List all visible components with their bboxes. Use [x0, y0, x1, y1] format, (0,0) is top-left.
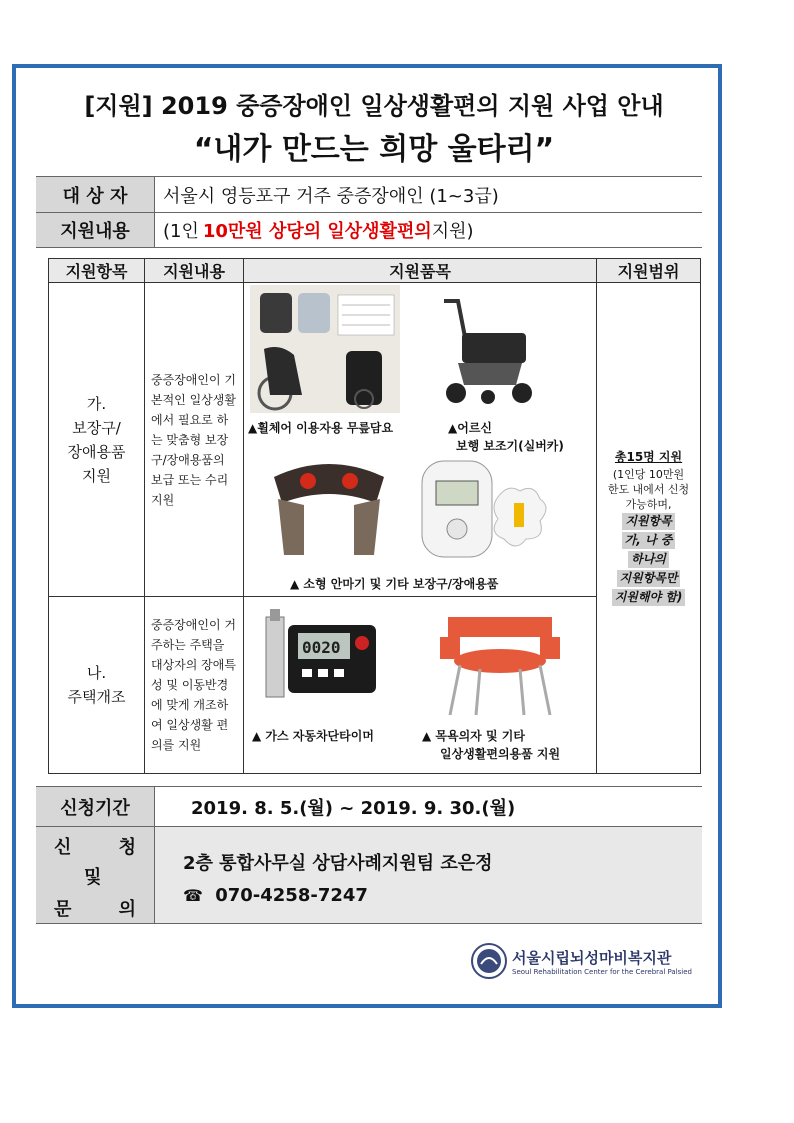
content-label: 지원내용	[36, 213, 155, 247]
content-value	[155, 213, 474, 247]
inquiry-row	[36, 826, 702, 924]
period-value: 2019. 8. 5.(월) ~ 2019. 9. 30.(월)	[191, 797, 516, 819]
header-item: 지원항목	[49, 259, 145, 283]
scope-hl3: 하나의	[628, 551, 669, 568]
caption-blanket: ▲휠체어 이용자용 무릎담요	[248, 421, 394, 435]
organization-logo	[470, 942, 692, 980]
goods-b	[244, 597, 597, 774]
goods-a	[244, 283, 597, 597]
lap-blanket-image	[250, 285, 400, 413]
phone-icon: ☎	[183, 886, 203, 905]
target-label: 대 상 자	[36, 177, 155, 212]
inquiry-phone-line	[183, 885, 702, 906]
desc-a: 중증장애인이 기본적인 일상생활에서 필요로 하는 맞춤형 보장구/장애용품의 보급 또는 수리 지원	[145, 283, 244, 597]
inquiry-phone: 070-4258-7247	[215, 885, 368, 906]
support-scope	[597, 283, 701, 774]
inquiry-label-4: 문	[54, 899, 72, 920]
period-label: 신청기간	[36, 787, 155, 826]
inquiry-line1: 2층 통합사무실 상담사례지원팀 조은정	[183, 853, 493, 874]
scope-hl1: 지원항목	[622, 513, 674, 530]
period-row	[36, 786, 702, 826]
caption-walker-a: ▲어르신	[448, 421, 493, 435]
content-suffix: 지원)	[431, 221, 474, 242]
table-row	[49, 283, 701, 597]
inquiry-label-3: 및	[84, 867, 102, 888]
seal-icon	[470, 942, 508, 980]
caption-massager: ▲ 소형 안마기 및 기타 보장구/장애용품	[290, 577, 499, 591]
caption-walker-b: 보행 보조기(실버카)	[456, 439, 564, 453]
page-title: [지원] 2019 중증장애인 일상생활편의 지원 사업 안내	[84, 92, 664, 120]
desc-b: 중증장애인이 거주하는 주택을 대상자의 장애특성 및 이동반경에 맞게 개조하여 일상생활 편의를 지원	[145, 597, 244, 774]
silver-car-walker-image	[422, 293, 542, 409]
category-b-line1: 나.	[86, 664, 107, 682]
target-value: 서울시 영등포구 거주 중증장애인 (1~3급)	[163, 185, 499, 207]
category-b-line2: 주택개조	[67, 688, 126, 706]
timer-display: 0020	[302, 638, 341, 657]
header-goods: 지원품목	[244, 259, 597, 283]
scope-hl4: 지원항목만	[617, 570, 681, 587]
inquiry-value	[155, 827, 702, 923]
scope-line2: (1인당 10만원	[612, 467, 685, 481]
caption-gas-timer: ▲ 가스 자동차단타이머	[252, 729, 374, 743]
organization-english: Seoul Rehabilitation Center for the Cerebral Palsied	[512, 967, 693, 976]
inquiry-label-1: 신	[54, 837, 72, 858]
bath-chair-image	[432, 603, 568, 721]
scope-hl2: 가, 나 중	[622, 532, 676, 549]
neck-massager-image	[264, 457, 394, 559]
page-subtitle: “내가 만드는 희망 울타리”	[193, 132, 555, 167]
scope-line4: 가능하며,	[625, 497, 672, 511]
scope-total: 총15명 지원	[614, 449, 683, 464]
content-highlight: 10만원 상당의 일상생활편의	[202, 221, 432, 242]
caption-bath-chair-a: ▲ 목욕의자 및 기타	[422, 729, 525, 743]
scope-hl5: 지원해야 함)	[612, 589, 686, 606]
content-prefix: (1인	[163, 221, 199, 242]
category-a-line3: 장애용품	[67, 442, 126, 461]
header-content: 지원내용	[145, 259, 244, 283]
organization-name: 서울시립뇌성마비복지관	[512, 948, 672, 967]
category-a-line4: 지원	[82, 466, 111, 485]
table-header-row	[49, 259, 701, 283]
caption-bath-chair-b: 일상생활편의용품 지원	[440, 747, 561, 761]
support-table	[48, 258, 701, 774]
scope-line3: 한도 내에서 신청	[607, 482, 690, 496]
inquiry-label	[36, 827, 155, 923]
header-scope: 지원범위	[597, 259, 701, 283]
inquiry-label-5: 의	[118, 899, 136, 920]
gas-timer-image	[258, 607, 382, 715]
inquiry-label-2: 청	[118, 837, 136, 858]
category-a	[49, 283, 145, 597]
category-b	[49, 597, 145, 774]
target-row	[36, 176, 702, 212]
category-a-line1: 가.	[86, 394, 107, 413]
category-a-line2: 보장구/	[72, 418, 121, 437]
content-row	[36, 212, 702, 248]
tens-device-image	[412, 457, 552, 565]
